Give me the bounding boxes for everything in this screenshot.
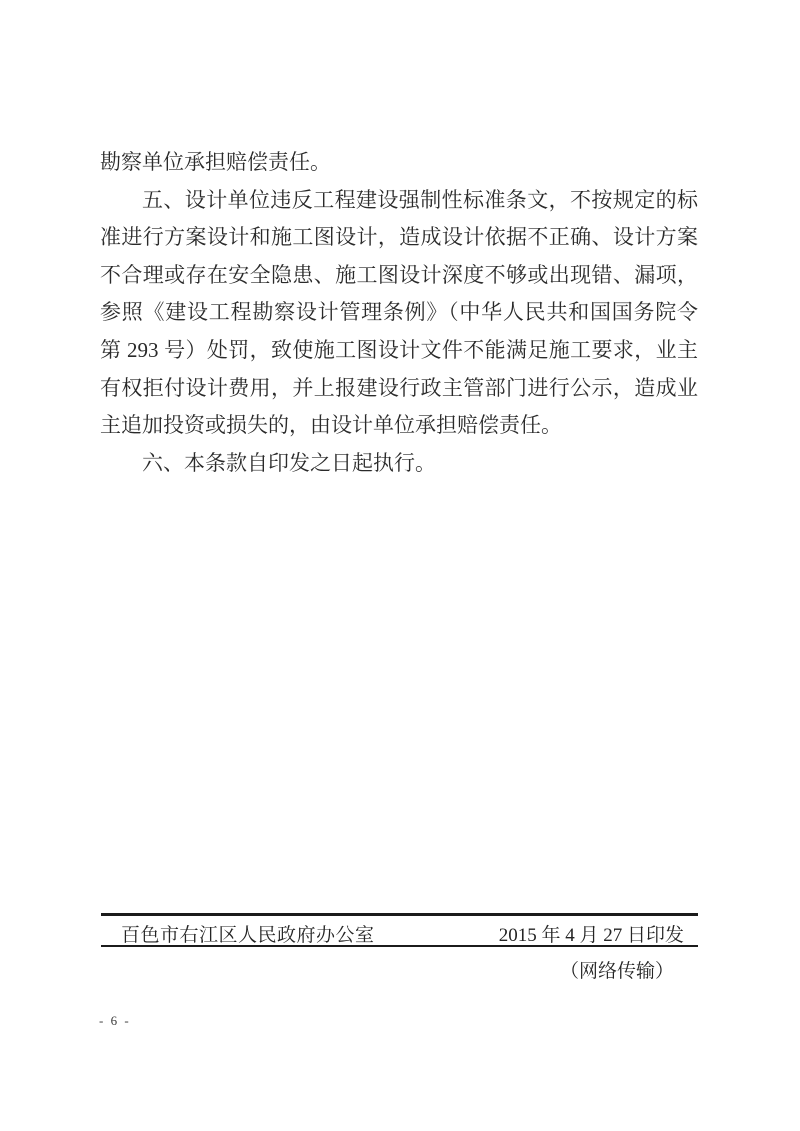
- body-line: 准进行方案设计和施工图设计，造成设计依据不正确、设计方案: [100, 225, 698, 250]
- body-line: 第 293 号）处罚，致使施工图设计文件不能满足施工要求，业主: [100, 337, 698, 362]
- footer-row: [101, 921, 698, 945]
- footer-top-rule: [101, 913, 698, 916]
- body-line: 五、设计单位违反工程建设强制性标准条文，不按规定的标: [142, 187, 698, 212]
- body-line: 有权拒付设计费用，并上报建设行政主管部门进行公示，造成业: [100, 375, 698, 400]
- body-line: 主追加投资或损失的，由设计单位承担赔偿责任。: [100, 413, 562, 438]
- footer-transmission-note: （网络传输）: [559, 961, 674, 982]
- page-number: - 6 -: [99, 1013, 131, 1028]
- footer-issuer: 百色市右江区人民政府办公室: [121, 924, 375, 946]
- body-line: 不合理或存在安全隐患、施工图设计深度不够或出现错、漏项，: [100, 262, 698, 287]
- footer-print-date: 2015 年 4 月 27 日印发: [498, 924, 684, 946]
- body-line: 六、本条款自印发之日起执行。: [142, 450, 436, 475]
- footer-bottom-rule: [101, 945, 698, 947]
- document-body: [100, 144, 698, 482]
- body-line: 参照《建设工程勘察设计管理条例》（中华人民共和国国务院令: [100, 300, 698, 325]
- body-line: 勘察单位承担赔偿责任。: [100, 150, 331, 174]
